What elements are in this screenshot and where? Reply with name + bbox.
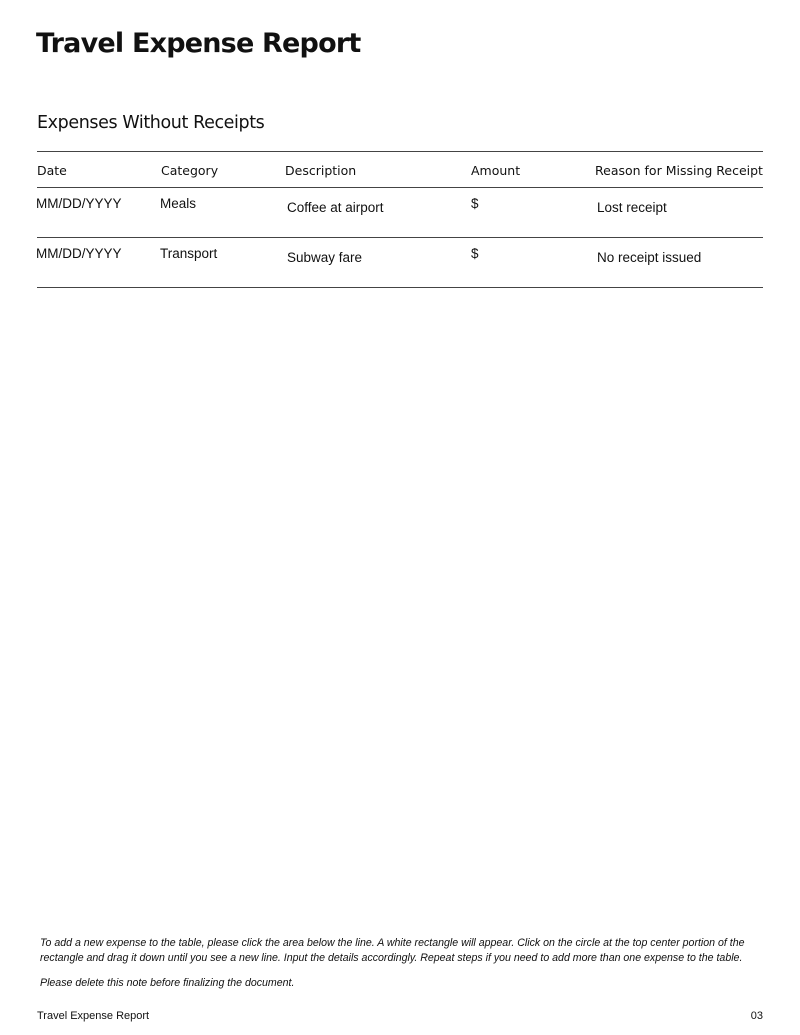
- header-reason: Reason for Missing Receipt: [595, 163, 763, 178]
- table-header-row: [37, 152, 763, 188]
- footer-title: Travel Expense Report: [37, 1010, 150, 1022]
- table-row[interactable]: [37, 238, 763, 288]
- cell-reason[interactable]: Lost receipt: [597, 200, 667, 215]
- cell-category[interactable]: Transport: [160, 246, 218, 261]
- cell-category[interactable]: Meals: [160, 196, 197, 211]
- cell-amount[interactable]: $: [471, 196, 479, 211]
- table-row[interactable]: [37, 188, 763, 238]
- header-category: Category: [161, 163, 219, 178]
- note-instructions: To add a new expense to the table, please click the area below the line. A white rectangle will appear. Click on the circle at the top center portion of the rectangle and drag it down until you see a new line. Input the details accordingly. Repeat steps if you need to add more than one expense to the table.: [40, 937, 745, 964]
- cell-description[interactable]: Subway fare: [287, 250, 363, 265]
- header-date: Date: [37, 163, 67, 178]
- section-title: Expenses Without Receipts: [37, 113, 265, 133]
- header-amount: Amount: [471, 163, 521, 178]
- footer-page-number: 03: [750, 1010, 763, 1022]
- expenses-table: [37, 151, 763, 288]
- page-title: Travel Expense Report: [36, 28, 361, 59]
- cell-date[interactable]: MM/DD/YYYY: [36, 196, 122, 211]
- header-description: Description: [285, 163, 357, 178]
- cell-date[interactable]: MM/DD/YYYY: [36, 246, 122, 261]
- note-delete-reminder: Please delete this note before finalizing the document.: [40, 977, 295, 989]
- instruction-note: [40, 936, 760, 1002]
- cell-reason[interactable]: No receipt issued: [597, 250, 702, 265]
- cell-description[interactable]: Coffee at airport: [287, 200, 384, 215]
- cell-amount[interactable]: $: [471, 246, 479, 261]
